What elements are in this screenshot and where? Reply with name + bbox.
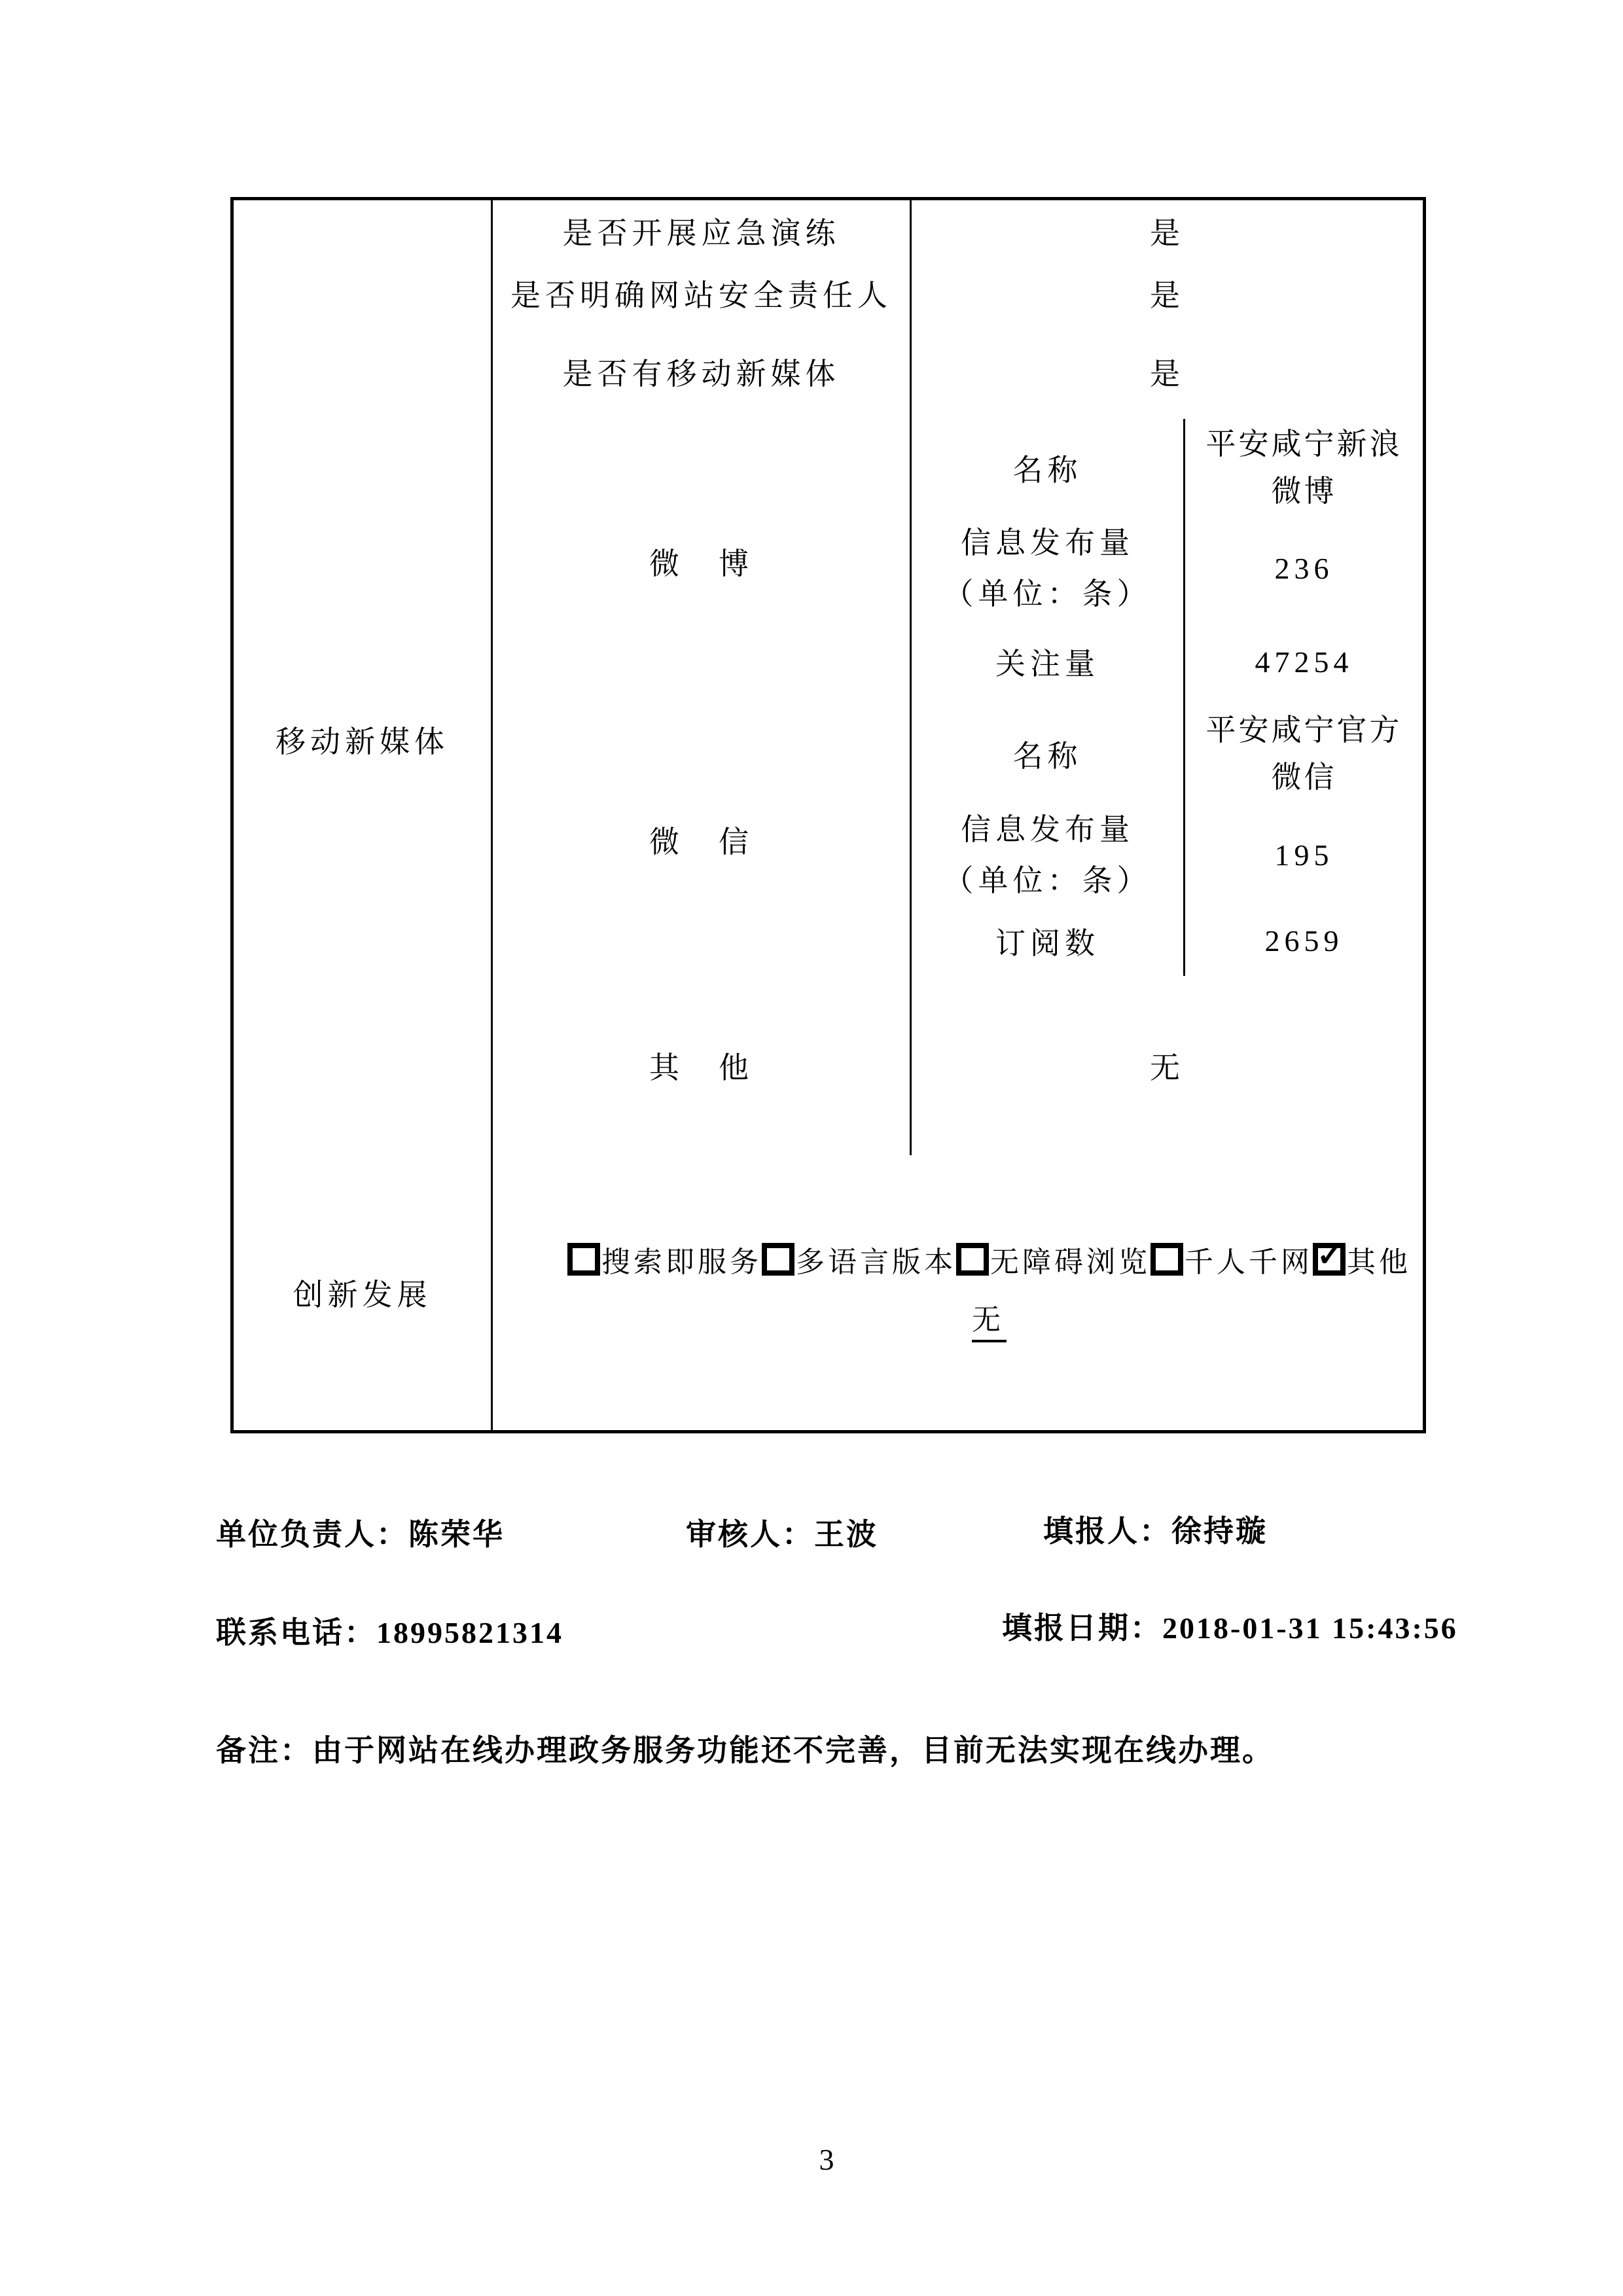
cell-answer-has-mobile-media: 是 [911, 325, 1425, 419]
footer-filler: 填报人：徐持璇 [1043, 1515, 1268, 1548]
checkbox-accessibility[interactable] [956, 1243, 989, 1276]
cell-weibo-publish-value: 236 [1185, 518, 1425, 620]
cell-wechat-publish-value: 195 [1185, 804, 1425, 906]
cell-question-emergency-drill: 是否开展应急演练 [492, 199, 911, 262]
cell-wechat-subscribe-value: 2659 [1185, 906, 1425, 976]
wechat-name-line1: 平安咸宁官方 [1205, 713, 1402, 747]
checkbox-other-checked[interactable] [1313, 1238, 1346, 1276]
weibo-name-line2: 微博 [1271, 475, 1337, 508]
innovation-other-value: 无 [972, 1303, 1007, 1342]
table-row [232, 325, 1425, 419]
checkbox-search-service[interactable] [567, 1243, 600, 1276]
report-table [230, 197, 1426, 1433]
cell-mobile-media-row-header: 移动新媒体 [232, 325, 492, 1155]
wechat-publish-label-line2: （单位：条） [943, 863, 1152, 897]
table-row [232, 199, 1425, 262]
cell-other-media-value: 无 [911, 976, 1425, 1155]
footer-phone: 联系电话：18995821314 [216, 1616, 563, 1649]
weibo-publish-label-line2: （单位：条） [943, 577, 1152, 611]
wechat-publish-label-line1: 信息发布量 [961, 812, 1134, 846]
option-label: 无障碍浏览 [990, 1246, 1150, 1278]
cell-wechat-subscribe-label: 订阅数 [911, 906, 1185, 976]
option-personalized [1150, 1246, 1313, 1278]
option-label: 搜索即服务 [601, 1246, 762, 1278]
option-label: 多语言版本 [796, 1246, 956, 1278]
checkbox-multilingual[interactable] [762, 1243, 794, 1276]
checkbox-personalized[interactable] [1150, 1243, 1183, 1276]
cell-answer-emergency-drill: 是 [911, 199, 1425, 262]
cell-question-security-officer: 是否明确网站安全责任人 [492, 262, 911, 325]
cell-weibo-followers-label: 关注量 [911, 620, 1185, 704]
weibo-name-line1: 平安咸宁新浪 [1205, 427, 1402, 461]
footer-fill-date: 填报日期：2018-01-31 15:43:56 [1002, 1611, 1458, 1645]
option-multilingual [762, 1246, 956, 1278]
option-accessibility [956, 1246, 1150, 1278]
cell-question-has-mobile-media: 是否有移动新媒体 [492, 325, 911, 419]
innovation-other-line [556, 1303, 1423, 1342]
option-label: 其他 [1347, 1246, 1411, 1278]
cell-weibo-label: 微 博 [492, 419, 911, 704]
check-icon: ✓ [1317, 1238, 1344, 1273]
footer-reviewer: 审核人：王波 [686, 1518, 878, 1551]
cell-prev-section-spacer [232, 199, 492, 325]
cell-weibo-publish-label [911, 518, 1185, 620]
option-search-service [567, 1246, 762, 1278]
cell-answer-security-officer: 是 [911, 262, 1425, 325]
cell-wechat-label: 微 信 [492, 704, 911, 976]
cell-weibo-name-value [1185, 419, 1425, 518]
cell-weibo-followers-value: 47254 [1185, 620, 1425, 704]
cell-weibo-name-label: 名称 [911, 419, 1185, 518]
weibo-publish-label-line1: 信息发布量 [961, 526, 1134, 560]
wechat-name-line2: 微信 [1271, 761, 1337, 794]
cell-innovation-row-header: 创新发展 [232, 1155, 492, 1432]
option-label: 千人千网 [1185, 1246, 1313, 1278]
table-row [232, 1155, 1425, 1432]
cell-wechat-name-value [1185, 704, 1425, 804]
innovation-options-line [556, 1238, 1423, 1280]
cell-innovation-content [492, 1155, 1425, 1432]
footer-unit-head: 单位负责人：陈荣华 [216, 1518, 505, 1551]
page-number: 3 [819, 2143, 834, 2176]
footer-remark: 备注：由于网站在线办理政务服务功能还不完善，目前无法实现在线办理。 [216, 1734, 1274, 1767]
cell-wechat-name-label: 名称 [911, 704, 1185, 804]
cell-wechat-publish-label [911, 804, 1185, 906]
option-other [1313, 1238, 1411, 1278]
cell-other-media-label: 其 他 [492, 976, 911, 1155]
